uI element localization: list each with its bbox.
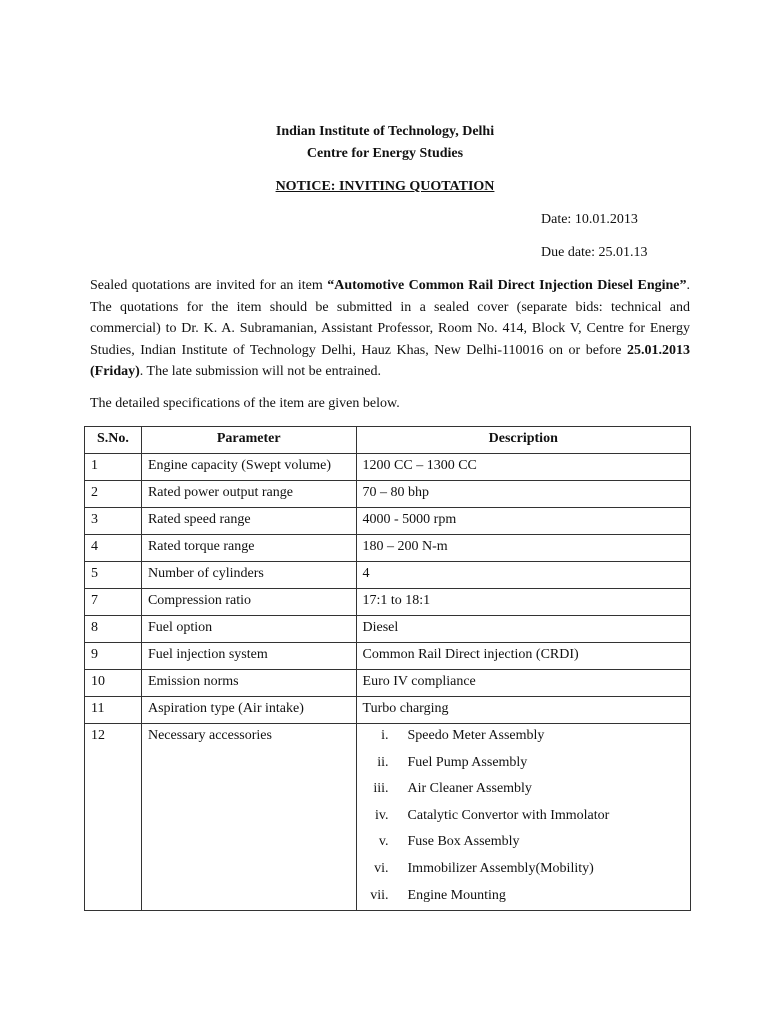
specifications-table — [84, 426, 691, 911]
specifications-intro: The detailed specifications of the item are given below. — [90, 396, 400, 411]
list-item-number: iii. — [373, 781, 389, 797]
cell-description: 180 – 200 N-m — [356, 535, 690, 562]
list-item-number: vi. — [374, 860, 389, 876]
list-item — [363, 857, 684, 884]
table-row — [85, 589, 691, 616]
list-item — [363, 804, 684, 831]
list-item-number: ii. — [377, 754, 389, 770]
cell-sno: 12 — [85, 724, 142, 911]
cell-sno: 5 — [85, 562, 142, 589]
cell-description: 17:1 to 18:1 — [356, 589, 690, 616]
table-row — [85, 535, 691, 562]
list-item-number: v. — [378, 834, 389, 850]
list-item — [363, 777, 684, 804]
cell-description: 1200 CC – 1300 CC — [356, 454, 690, 481]
cell-parameter: Rated power output range — [141, 481, 356, 508]
deadline: 25.01.2013 (Friday) — [90, 342, 690, 379]
paragraph-part2: . The quotations for the item should be submitted in a sealed cover (separate bids: technical and commercial) to Dr. K. A. Subramanian, Assistant Professor, Room No. 414, Block V, Centre for Energy Studies, Indian Institute of Technology Delhi, Hauz Khas, New Delhi-110016 on or before — [90, 278, 690, 358]
cell-description: Common Rail Direct injection (CRDI) — [356, 643, 690, 670]
cell-sno: 9 — [85, 643, 142, 670]
cell-description: 70 – 80 bhp — [356, 481, 690, 508]
cell-description: Euro IV compliance — [356, 670, 690, 697]
cell-parameter: Engine capacity (Swept volume) — [141, 454, 356, 481]
cell-parameter: Aspiration type (Air intake) — [141, 697, 356, 724]
paragraph-part1: Sealed quotations are invited for an item — [90, 278, 328, 293]
list-item-text: Air Cleaner Assembly — [407, 781, 532, 797]
table-row — [85, 508, 691, 535]
table-row — [85, 697, 691, 724]
centre-name: Centre for Energy Studies — [306, 146, 464, 161]
list-item-text: Immobilizer Assembly(Mobility) — [407, 860, 594, 876]
table-row-accessories — [85, 724, 691, 911]
list-item — [363, 830, 684, 857]
list-item-number: vii. — [370, 887, 389, 903]
cell-parameter: Number of cylinders — [141, 562, 356, 589]
list-item-text: Fuel Pump Assembly — [407, 754, 528, 770]
cell-parameter: Fuel injection system — [141, 643, 356, 670]
header-sno: S.No. — [85, 427, 142, 454]
date-line: Date: 10.01.2013 — [541, 212, 638, 227]
list-item-text: Fuse Box Assembly — [407, 834, 520, 850]
cell-description: Diesel — [356, 616, 690, 643]
table-row — [85, 670, 691, 697]
due-date-line: Due date: 25.01.13 — [541, 245, 648, 260]
cell-description: 4000 - 5000 rpm — [356, 508, 690, 535]
cell-sno: 10 — [85, 670, 142, 697]
list-item-number: i. — [381, 728, 389, 743]
notice-title: NOTICE: INVITING QUOTATION — [275, 179, 495, 194]
list-item — [363, 884, 684, 911]
list-item — [363, 724, 684, 751]
cell-sno: 4 — [85, 535, 142, 562]
cell-sno: 11 — [85, 697, 142, 724]
paragraph-part3: . The late submission will not be entrained. — [139, 364, 381, 379]
cell-sno: 2 — [85, 481, 142, 508]
table-row — [85, 616, 691, 643]
accessories-list — [363, 724, 684, 910]
cell-sno: 8 — [85, 616, 142, 643]
list-item-number: iv. — [375, 807, 389, 823]
cell-accessories-list — [356, 724, 690, 911]
table-row — [85, 643, 691, 670]
cell-description: 4 — [356, 562, 690, 589]
header-description: Description — [356, 427, 690, 454]
institute-name: Indian Institute of Technology, Delhi — [275, 124, 495, 139]
cell-parameter: Compression ratio — [141, 589, 356, 616]
cell-parameter: Fuel option — [141, 616, 356, 643]
table-row — [85, 481, 691, 508]
table-row — [85, 562, 691, 589]
list-item — [363, 751, 684, 778]
cell-description: Turbo charging — [356, 697, 690, 724]
table-row — [85, 454, 691, 481]
cell-parameter: Rated speed range — [141, 508, 356, 535]
cell-sno: 3 — [85, 508, 142, 535]
list-item-text: Engine Mounting — [407, 887, 506, 903]
table-header-row — [85, 427, 691, 454]
invitation-paragraph — [90, 275, 690, 383]
cell-sno: 7 — [85, 589, 142, 616]
list-item-text: Speedo Meter Assembly — [407, 728, 545, 743]
cell-parameter: Necessary accessories — [141, 724, 356, 911]
item-name: “Automotive Common Rail Direct Injection Diesel Engine” — [327, 278, 687, 293]
cell-sno: 1 — [85, 454, 142, 481]
cell-parameter: Emission norms — [141, 670, 356, 697]
header-parameter: Parameter — [141, 427, 356, 454]
cell-parameter: Rated torque range — [141, 535, 356, 562]
list-item-text: Catalytic Convertor with Immolator — [407, 807, 610, 823]
